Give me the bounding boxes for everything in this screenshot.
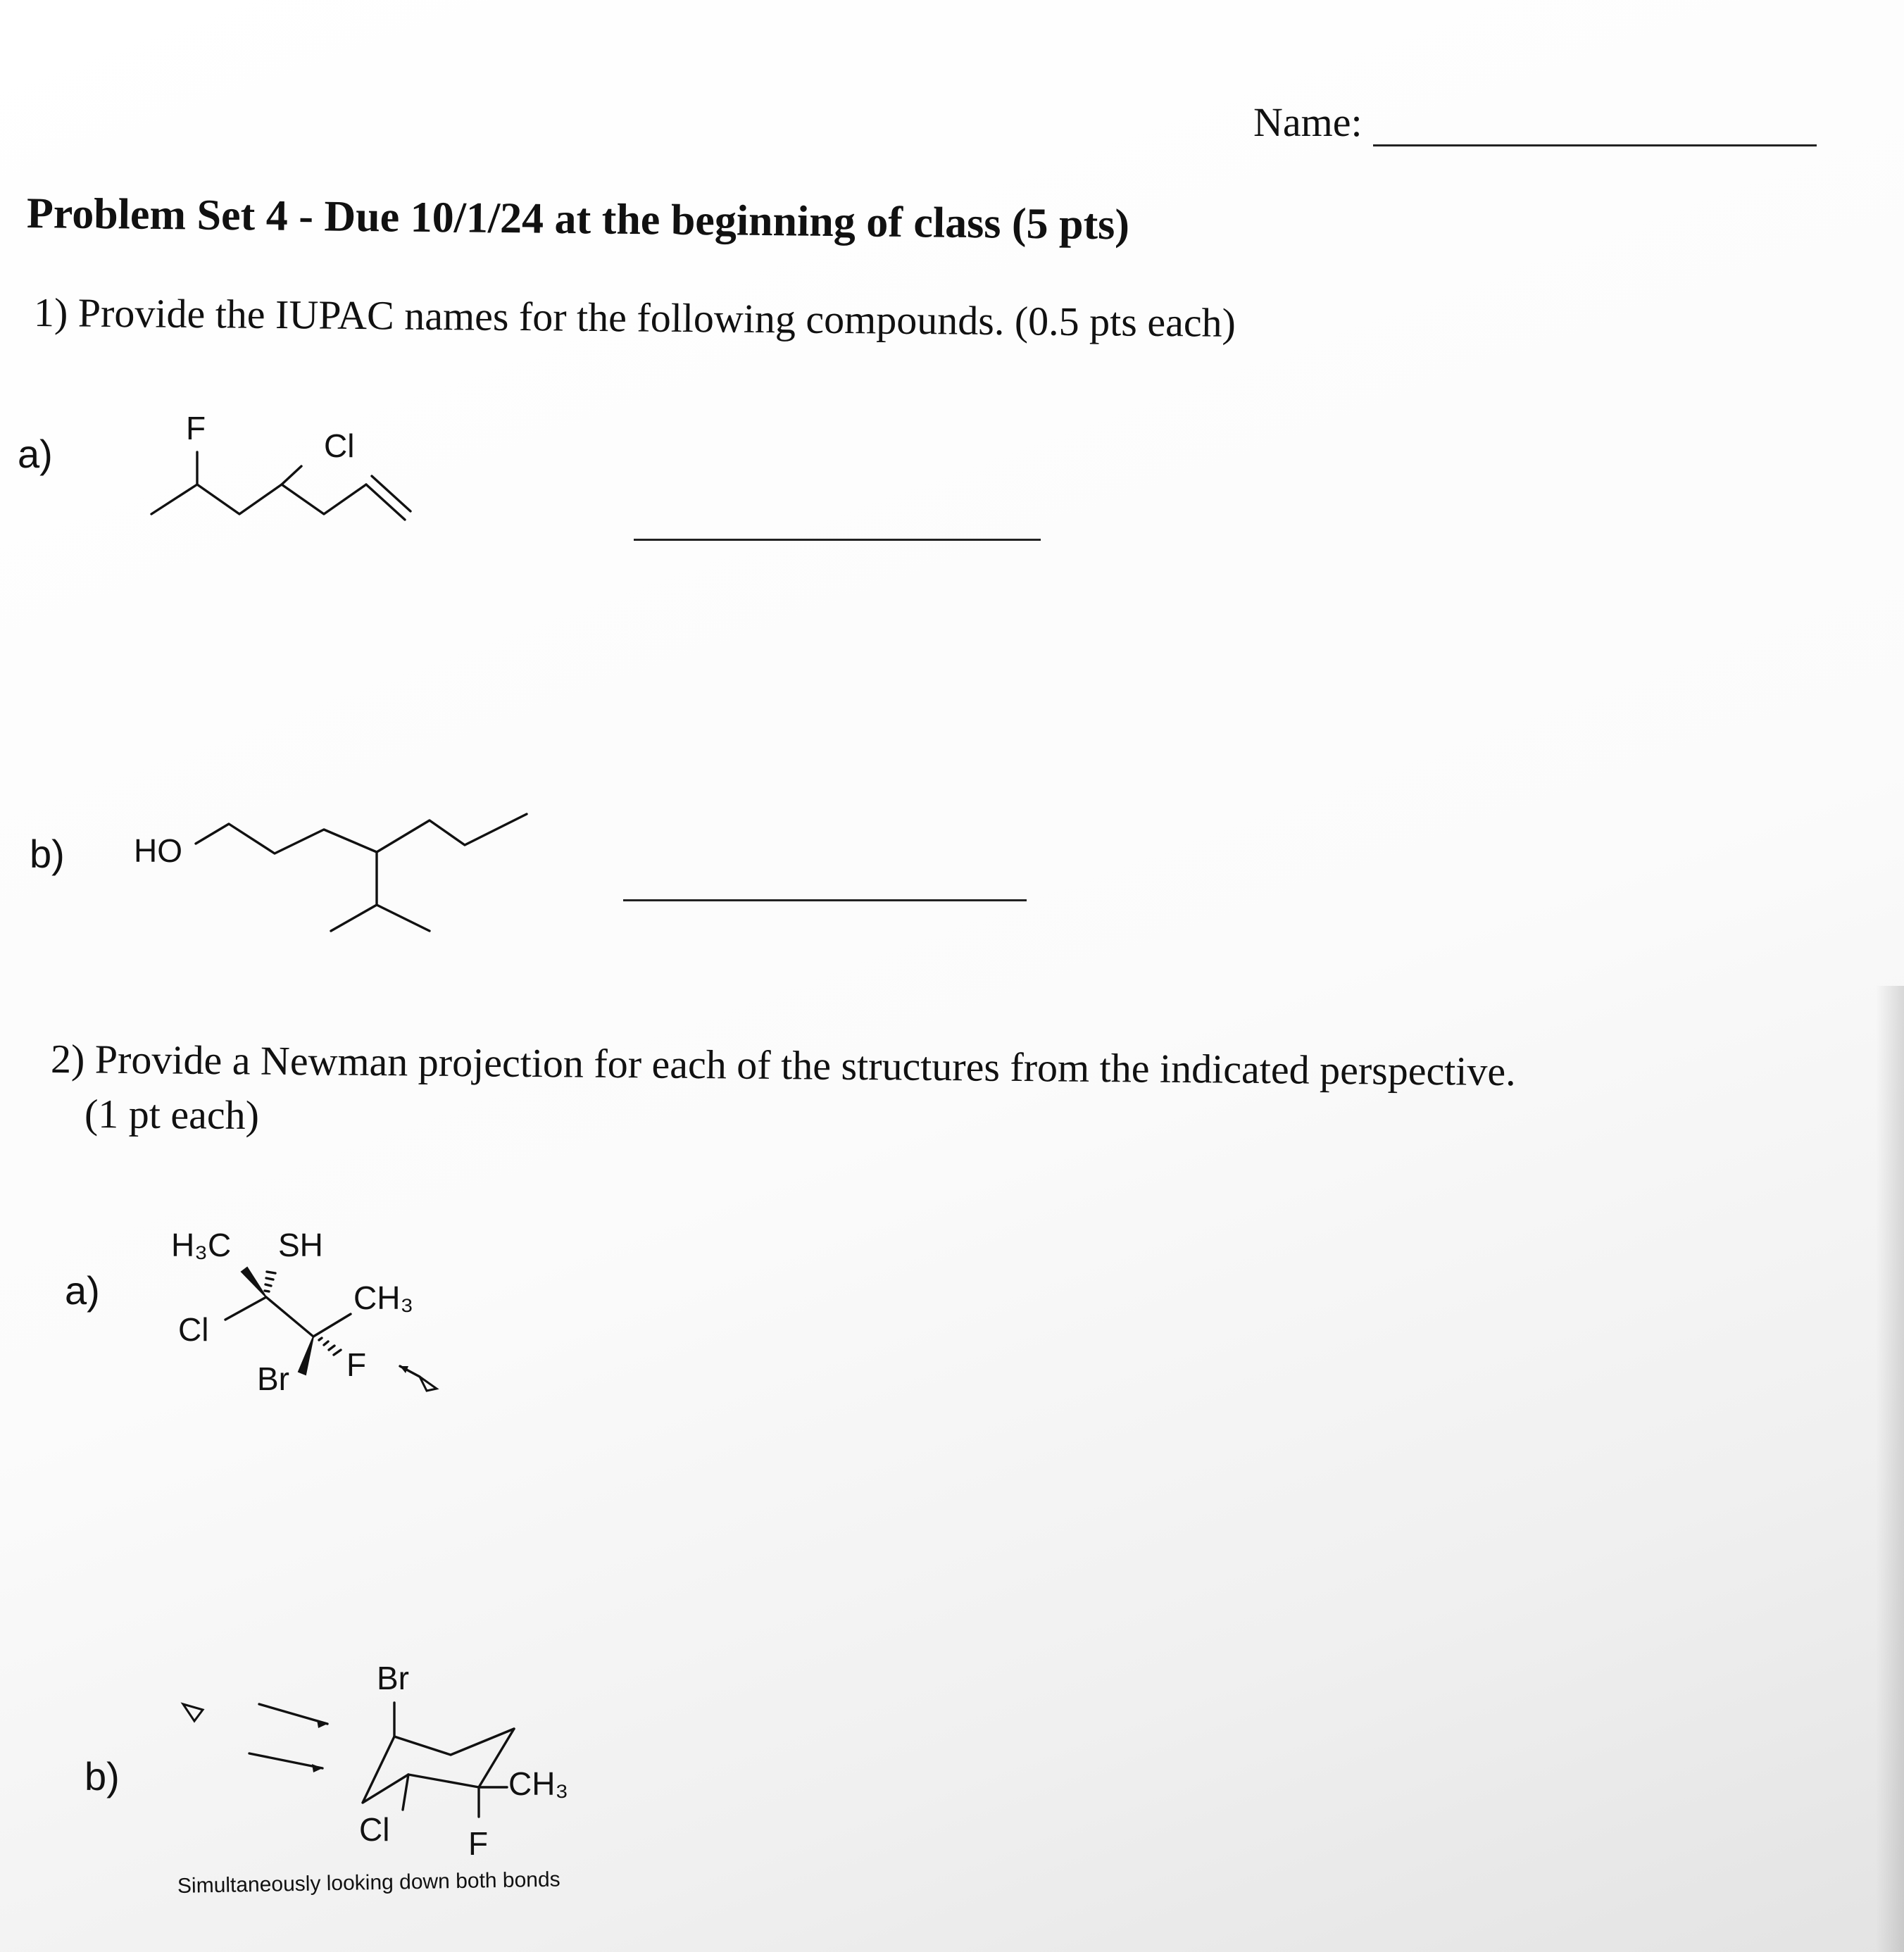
q2a-atom-br: Br — [257, 1360, 289, 1397]
q2b-view-arrowhead-top — [317, 1720, 327, 1728]
q2a-cl-bond — [225, 1297, 266, 1320]
q2a-hash-f — [319, 1338, 341, 1355]
q1b-carbon-chain — [196, 814, 527, 853]
q1a-carbon-chain — [151, 484, 366, 514]
q2b-ring-left — [363, 1737, 408, 1803]
question-2-points: (1 pt each) — [84, 1091, 260, 1139]
q1b-answer-blank[interactable] — [623, 899, 1027, 901]
page-edge-shadow — [1876, 986, 1904, 1952]
q2a-hash-sh — [265, 1272, 275, 1291]
q2a-atom-sh: SH — [278, 1227, 323, 1263]
q2a-atom-h3c: H₃C — [171, 1227, 232, 1263]
q1b-structure — [190, 810, 556, 937]
q2b-cl-bond — [403, 1775, 408, 1810]
q1a-chloro-bond — [282, 466, 301, 484]
q1a-atom-f: F — [186, 410, 206, 446]
q2a-wedge-br — [299, 1337, 313, 1375]
q2b-view-arrow-bottom — [249, 1753, 322, 1768]
q2a-wedge-h3c — [242, 1268, 266, 1297]
q2b-atom-f: F — [468, 1825, 489, 1862]
question-2-prompt: 2) Provide a Newman projection for each of the structures from the indicated perspective. — [50, 1036, 1516, 1095]
page-title: Problem Set 4 - Due 10/1/24 at the beginning of class (5 pts) — [26, 189, 1130, 249]
q2a-eye-icon — [420, 1377, 437, 1391]
q1a-structure — [141, 437, 465, 535]
q1-part-a-label: a) — [18, 432, 53, 476]
name-blank-line[interactable] — [1373, 144, 1817, 146]
q2-part-a-label: a) — [65, 1268, 100, 1313]
q1b-atom-ho: HO — [134, 832, 182, 869]
question-1-prompt: 1) Provide the IUPAC names for the following compounds. (0.5 pts each) — [33, 289, 1236, 346]
q2b-ring-top — [394, 1729, 514, 1755]
q1b-branch-right — [377, 905, 430, 931]
q1-part-b-label: b) — [30, 832, 65, 876]
q2b-ring-right — [408, 1729, 514, 1787]
q2a-cc-bond — [266, 1297, 313, 1337]
q2b-note: Simultaneously looking down both bonds — [177, 1867, 560, 1898]
q1b-branch-left — [331, 852, 377, 931]
q2b-atom-cl: Cl — [359, 1811, 390, 1848]
q2b-view-arrowhead-bottom — [312, 1764, 322, 1772]
q2a-structure — [176, 1246, 493, 1401]
q1a-answer-blank[interactable] — [634, 539, 1041, 541]
q2a-atom-ch3: CH₃ — [353, 1280, 414, 1316]
q2a-atom-f: F — [346, 1346, 367, 1383]
q1a-atom-cl: Cl — [324, 427, 355, 464]
name-label: Name: — [1253, 99, 1363, 145]
q2b-eye-icon — [183, 1704, 203, 1721]
q2a-atom-cl: Cl — [178, 1311, 209, 1348]
q2b-atom-br: Br — [377, 1660, 409, 1696]
q2b-atom-ch3: CH₃ — [508, 1765, 569, 1802]
q2a-ch3-bond — [313, 1314, 351, 1337]
q2-part-b-label: b) — [84, 1754, 120, 1798]
